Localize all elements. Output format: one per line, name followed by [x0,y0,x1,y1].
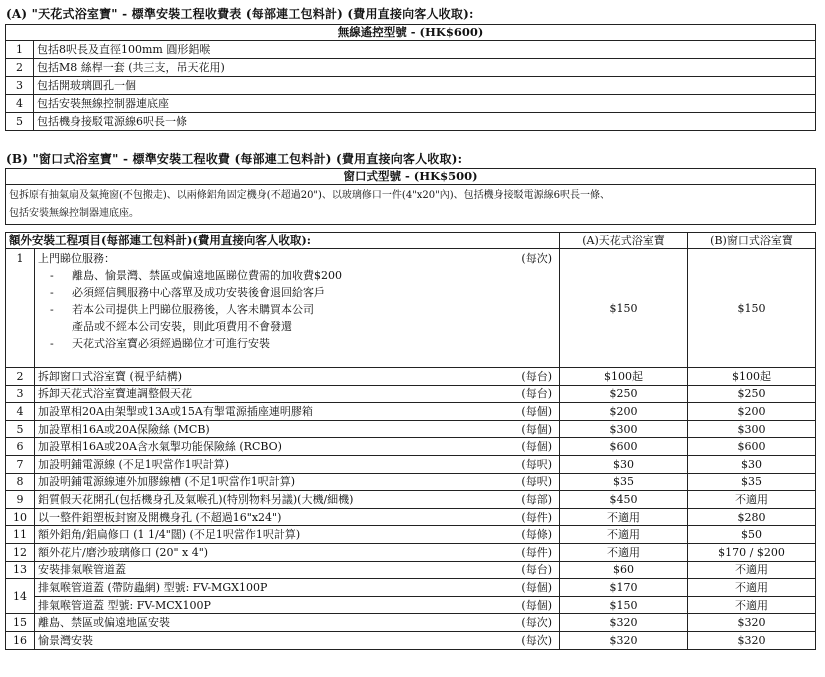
item-description: 安裝排氣喉管道蓋 [38,563,126,577]
extra-header-col-b: (B)窗口式浴室寶 [688,233,816,249]
bullet-dash: - [50,303,54,316]
bullet-dash: - [50,269,54,282]
item-number: 9 [6,491,35,509]
list-item: 離島、愉景灣、禁區或偏遠地區睇位費需的加收費$200 [72,269,342,282]
list-item: 必須經信興服務中心落單及成功安裝後會退回給客戶 [72,286,325,299]
item-number: 5 [6,113,34,131]
unit-label: (每台) [521,369,553,383]
item-number: 8 [6,473,35,491]
price-b: $320 [688,614,816,632]
price-b: 不適用 [688,491,816,509]
list-item: 天花式浴室寶必須經過睇位才可進行安裝 [72,337,270,350]
service-visit-title: 上門睇位服務： [38,252,115,265]
item-description: 排氣喉管道蓋 (帶防蟲網) 型號: FV-MGX100P [38,580,268,594]
item-description-cell [35,385,560,403]
table-row [6,631,816,649]
item-description: 加設單相20A由架掣或13A或15A有掣電源插座連明膠箱 [38,404,313,418]
price-a: $60 [560,561,688,579]
item-description-cell [35,473,560,491]
bullet-dash: - [50,286,54,299]
list-item: 產品或不經本公司安裝，則此項費用不會發還 [72,320,292,333]
unit-label: (每次) [521,616,553,630]
item-description: 拆卸窗口式浴室寶 (視乎結構) [38,369,183,383]
item-description-cell [35,368,560,386]
unit-label: (每件) [521,510,553,524]
item-number: 4 [6,403,35,421]
price-b: $150 [688,249,816,368]
item-number: 14 [6,579,35,614]
price-b: $35 [688,473,816,491]
unit-label: (每台) [521,563,553,577]
item-number: 4 [6,95,34,113]
service-visit-cell [35,249,560,368]
unit-label: (每條) [521,528,553,542]
item-description-cell [35,579,560,597]
table-row [6,614,816,632]
section-b-table [5,168,816,225]
price-b: $600 [688,438,816,456]
price-b: $200 [688,403,816,421]
section-b-heading: (B) "窗口式浴室寶" - 標準安裝工程收費 (每部連工包料計) (費用直接向客人收取): [6,152,463,166]
unit-label: (每台) [521,387,553,401]
item-number: 1 [6,41,34,59]
unit-label: (每個) [521,404,553,418]
price-b: $280 [688,508,816,526]
section-a-heading: (A) "天花式浴室寶" - 標準安裝工程收費表 (每部連工包料計) (費用直接向客人收取): [6,7,474,21]
table-row [6,455,816,473]
item-number: 1 [6,249,35,368]
item-description-cell [35,596,560,614]
price-a: 不適用 [560,543,688,561]
item-number: 6 [6,438,35,456]
item-number: 12 [6,543,35,561]
section-a-table [5,24,816,131]
list-item: 包括M8 絲桿一套 (共三支，吊天花用) [34,59,816,77]
section-a-title: 無線遙控型號 - (HK$600) [6,25,816,41]
list-item: 包括開玻璃圓孔一個 [34,77,816,95]
price-b: $250 [688,385,816,403]
item-description: 愉景灣安裝 [38,633,93,647]
item-number: 16 [6,631,35,649]
price-a: $450 [560,491,688,509]
unit-label: (每個) [521,440,553,454]
item-description-cell [35,420,560,438]
item-description-cell [35,543,560,561]
item-description-cell [35,438,560,456]
unit-label: (每呎) [521,475,553,489]
description-line: 包括安裝無線控制器連底座。 [9,207,139,219]
unit-label: (每次) [521,633,553,647]
price-b: 不適用 [688,596,816,614]
item-description: 鋁質假天花開孔(包括機身孔及氣喉孔)(特別物料另議)(大機/細機) [38,492,354,506]
price-a: $30 [560,455,688,473]
table-row [6,491,816,509]
price-b: $170 / $200 [688,543,816,561]
table-row [6,561,816,579]
unit-label: (每個) [521,422,553,436]
item-number: 3 [6,385,35,403]
unit-label: (每件) [521,545,553,559]
price-b: 不適用 [688,561,816,579]
item-description: 以一整件鋁塑板封窗及開機身孔 (不超過16"x24") [38,510,282,524]
price-b: 不適用 [688,579,816,597]
item-description-cell [35,491,560,509]
extra-header-item: 額外安裝工程項目(每部連工包料計)(費用直接向客人收取): [6,233,560,249]
item-number: 2 [6,59,34,77]
table-row [6,508,816,526]
item-number: 7 [6,455,35,473]
item-description: 加設單相16A或20A保險絲 (MCB) [38,422,210,436]
price-b: $100起 [688,368,816,386]
extra-items-table [5,232,816,650]
bullet-dash: - [50,337,54,350]
price-a: $250 [560,385,688,403]
item-number: 2 [6,368,35,386]
list-item: 包括8呎長及直徑100mm 圓形鋁喉 [34,41,816,59]
section-b-description [6,185,816,225]
item-number: 11 [6,526,35,544]
description-line: 包拆原有抽氣扇及氣掩窗(不包搬走)、以兩條鋁角固定機身(不超過20")、以玻璃修口一件(4"x20"內)、包括機身接駁電源線6呎長一條、 [9,189,611,201]
price-b: $30 [688,455,816,473]
unit-label: (每呎) [521,457,553,471]
table-row [6,579,816,597]
item-description-cell [35,561,560,579]
item-description: 拆卸天花式浴室寶連調整假天花 [38,387,192,401]
item-description: 額外鋁角/鋁扁修口 (1 1/4"闊) (不足1呎當作1呎計算) [38,528,301,542]
price-b: $320 [688,631,816,649]
price-b: $50 [688,526,816,544]
price-a: $35 [560,473,688,491]
table-row [6,420,816,438]
price-a: $320 [560,631,688,649]
item-description: 排氣喉管道蓋 型號: FV-MCX100P [38,598,211,612]
unit-label: (每個) [521,598,553,612]
section-b-title: 窗口式型號 - (HK$500) [6,169,816,185]
item-number: 5 [6,420,35,438]
extra-header-col-a: (A)天花式浴室寶 [560,233,688,249]
table-row [6,438,816,456]
table-row [6,403,816,421]
list-item: 包括安裝無線控制器連底座 [34,95,816,113]
item-description-cell [35,403,560,421]
table-row [6,473,816,491]
table-row [6,526,816,544]
price-a: $100起 [560,368,688,386]
list-item: 若本公司提供上門睇位服務後，人客未購買本公司 [72,303,314,316]
item-description: 加設明鋪電源線連外加膠線槽 (不足1呎當作1呎計算) [38,475,296,489]
item-description-cell [35,526,560,544]
price-a: 不適用 [560,526,688,544]
item-description-cell [35,631,560,649]
price-a: $600 [560,438,688,456]
item-description-cell [35,508,560,526]
table-row [6,368,816,386]
item-description: 加設單相16A或20A含水氣掣功能保險絲 (RCBO) [38,440,282,454]
table-row [6,596,816,614]
price-a: $170 [560,579,688,597]
price-a: $320 [560,614,688,632]
item-number: 15 [6,614,35,632]
item-description: 加設明鋪電源線 (不足1呎當作1呎計算) [38,457,230,471]
price-a: 不適用 [560,508,688,526]
item-number: 3 [6,77,34,95]
table-row [6,385,816,403]
price-a: $150 [560,249,688,368]
unit-label: (每次) [521,252,553,265]
unit-label: (每部) [521,492,553,506]
price-a: $200 [560,403,688,421]
item-description-cell [35,614,560,632]
item-number: 13 [6,561,35,579]
item-description-cell [35,455,560,473]
price-b: $300 [688,420,816,438]
item-description: 離島、禁區或偏遠地區安裝 [38,616,170,630]
price-a: $300 [560,420,688,438]
unit-label: (每個) [521,580,553,594]
item-number: 10 [6,508,35,526]
list-item: 包括機身接駁電源線6呎長一條 [34,113,816,131]
table-row [6,543,816,561]
price-a: $150 [560,596,688,614]
item-description: 額外花片/磨沙玻璃修口 (20" x 4") [38,545,209,559]
